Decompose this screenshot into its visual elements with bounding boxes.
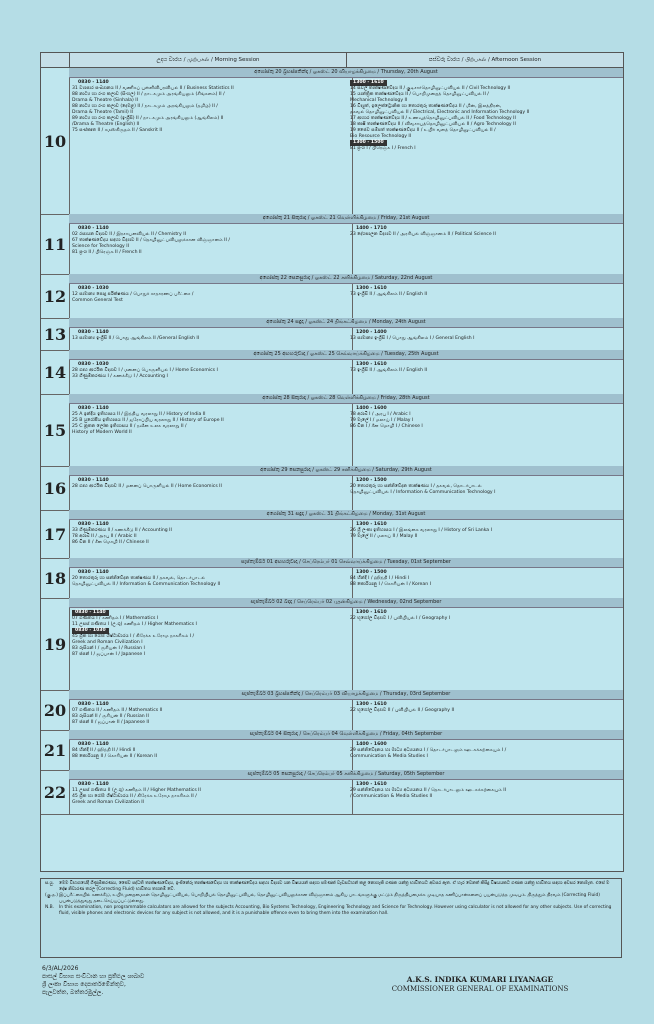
org-line-1: පාසල් විභාග සංවිධාන හා ප්‍රතිඵල ශාඛාව — [42, 973, 145, 980]
exam-time: 0830 - 1140 — [78, 702, 109, 707]
exam-time: 0830 - 1140 — [78, 522, 109, 527]
exam-time: 0830 - 1140 — [78, 406, 109, 411]
date-band: සැප්තැම්බර් 01 අඟහරුවාදා / செப்ரெம்பர் 01 செவ்வாய்க்கிழமை / Tuesday, 01st September — [69, 558, 623, 568]
exam-time: 0830 - 1140 — [78, 742, 109, 747]
day-number: 12 — [41, 274, 70, 318]
day-row — [41, 730, 623, 771]
date-band: සැප්තැම්බර් 02 බදාදා / செப்ரெம்பர் 02 புதன்கிழமை / Wednesday, 02nd September — [69, 598, 623, 608]
footer-left — [42, 965, 144, 997]
day-row — [41, 318, 623, 351]
day-number: 19 — [41, 598, 70, 690]
day-number: 10 — [41, 68, 70, 214]
morning-cell — [69, 520, 353, 558]
subject-entry: 13 සාමාන්‍ය ඉංග්‍රීසි I / பொது ஆங்கிலம் I / General English I — [350, 336, 475, 341]
notes-box — [40, 878, 622, 958]
subject-entry: 78 අරාබි I / அரபு I / Arabic I — [350, 412, 411, 417]
subject-entry: 19 ජෛව සම්පත් තාක්ෂණවේදය II / உயிர் வளத் தொழினுட்பவியல் II / — [350, 128, 496, 133]
subject-entry: 25 B යුරෝපීය ඉතිහාසය II / ஐரோப்பிய வரலாறு II / History of Europe II — [72, 418, 224, 423]
morning-cell — [69, 780, 353, 814]
subject-entry: / Communication & Media Studies II — [350, 794, 433, 799]
subject-entry: 07 ගණිතය II / கணிதம் II / Mathematics II — [72, 708, 163, 713]
morning-cell — [69, 740, 353, 770]
exam-time: 1300 - 1610 — [356, 782, 387, 787]
morning-cell — [69, 78, 353, 214]
subject-entry: Greek and Roman Civilization I — [72, 640, 143, 645]
exam-time: 1300 - 1610 — [356, 522, 387, 527]
exam-time: 0830 - 1140 — [78, 80, 109, 85]
note — [45, 893, 617, 905]
subject-entry: 79 මැලේ II / மலாய் II / Malay II — [350, 534, 418, 539]
subject-entry: 84 හින්දි II / ஹிந்தி II / Hindi II — [72, 748, 136, 753]
subject-entry: 87 ජපන් I / ஜப்பான் I / Japanese I — [72, 652, 146, 657]
reference-number: 6/3/AL/2026 — [42, 965, 79, 972]
subject-entry: 17 ආහාර තාක්ෂණවේදය II / உணவுத்தொழினுட்பவியல் II / Food Technology II — [350, 116, 516, 121]
morning-cell — [69, 700, 353, 730]
day-number: 21 — [41, 730, 70, 770]
signature-block — [360, 975, 600, 994]
day-row — [41, 690, 623, 731]
exam-time: 1300 - 1610 — [356, 362, 387, 367]
exam-time: 1200 - 1500 — [356, 478, 387, 483]
morning-cell — [69, 224, 353, 274]
commissioner-name: A.K.S. INDIKA KUMARI LIYANAGE — [406, 975, 554, 984]
subject-entry: 16 විද්‍යුත්, ඉලෙක්ට්‍රොනික හා තොරතුරු තාක්ෂණවේදය II / மின், இலத்திரன், — [350, 104, 502, 109]
date-band: අගෝස්තු 20 බ්‍රහස්පතින්දා / ஓகஸ்ட் 20 வியாழக்கிழமை / Thursday, 20th August — [69, 68, 623, 78]
subject-entry: 88 කොරියානු II / கொரியன் II / Korean II — [72, 754, 157, 759]
date-band: අගෝස්තු 31 සඳුදා / ஓகஸ்ட் 31 திங்கட்கிழமை / Monday, 31st August — [69, 510, 623, 520]
subject-entry: 29 සන්නිවේදනය හා මාධ්‍ය අධ්‍යයනය I / தொடர்பாடலும் ஊடகக்கற்கையும் I / — [350, 748, 507, 753]
subject-entry: 28 ගෘහ ආර්ථික විද්‍යාව I / மனைப் பொருளியல் I / Home Economics I — [72, 368, 218, 373]
note — [45, 905, 617, 917]
subject-entry: 86 චීන II / சீன மொழி II / Chinese II — [72, 540, 149, 545]
exam-time: 0830 - 1140 — [78, 226, 109, 231]
subject-entry: 45 ග්‍රීක හා රෝම ශිෂ්ටාචාරය I / கிரேக்க உரோம நாகரிகம் I / — [72, 634, 195, 639]
exam-time: 1300 - 1610 — [356, 610, 387, 615]
note-text: In this examination, non programmable calculators are allowed for the subjects Accounting, Bio Systems Technology, Engineering Technology and Science for Technology. However using calculator is not allowed for any other subjects. Use of correcting fluid, visible phones and electronic devices for any subject is not allowed, and it is a punishable offence even to bring them into the examination hall. — [59, 905, 612, 916]
date-band: අගෝස්තු 28 සිකුරාදා / ஓகஸ்ட் 28 வெள்ளிக்கிழமை / Friday, 28th August — [69, 394, 623, 404]
day-row — [41, 770, 623, 815]
subject-entry: 29 සන්නිවේදනය හා මාධ්‍ය අධ්‍යයනය II / தொடர்பாடலும் ஊடகக்கற்கையும் II — [350, 788, 506, 793]
day-number: 17 — [41, 510, 70, 558]
org-line-3: පැලවත්ත, බත්තරමුල්ල. — [42, 989, 104, 996]
exam-time: 1300 - 1610 — [356, 286, 387, 291]
exam-time: 0830 - 1030 — [72, 628, 109, 634]
exam-time: 0830 - 1140 — [78, 570, 109, 575]
subject-entry: History of Modern World II — [72, 430, 132, 435]
subject-entry: 81 ප්‍රංශ II / பிரெஞ்சு II / French II — [72, 250, 142, 255]
afternoon-cell — [347, 328, 623, 350]
subject-entry: 22 භූගෝල විද්‍යාව II / புவியியல் II / Geography II — [350, 708, 455, 713]
afternoon-cell — [347, 78, 623, 214]
exam-time: 1200 - 1400 — [356, 330, 387, 335]
subject-entry: 83 රුසියන් I / ருசியன் I / Russian I — [72, 646, 145, 651]
day-row — [41, 274, 623, 319]
day-row — [41, 598, 623, 691]
subject-entry: 11 උසස් ගණිතය II (උ.ගු) கணிதம் II / Higher Mathematics II — [72, 788, 201, 793]
afternoon-cell — [347, 740, 623, 770]
day-row — [41, 510, 623, 559]
exam-time: 0830 - 1140 — [78, 782, 109, 787]
note-key: (கு.த.) — [45, 893, 58, 898]
subject-entry: 28 ගෘහ ආර්ථික විද්‍යාව II / மனைப் பொருளியல் II / Home Economics II — [72, 484, 222, 489]
exam-time: 1300 - 1610 — [350, 80, 387, 86]
exam-time: 1400 - 1710 — [356, 226, 387, 231]
subject-entry: Communication & Media Studies I — [350, 754, 428, 759]
note — [45, 881, 617, 893]
morning-cell — [69, 568, 353, 598]
exam-time: 1300 - 1500 — [356, 570, 387, 575]
subject-entry: Science for Technology II — [72, 244, 129, 249]
subject-entry: 73 ඉංග්‍රීසි II / ஆங்கிலம் II / English II — [350, 368, 428, 373]
subject-entry: 88 නාට්‍ය හා රංග කලාව (දෙමළ) II / நாடகமும் அரங்கியலும் (தமிழ்) II / — [72, 104, 218, 109]
subject-entry: Bio Resource Technology II — [350, 134, 412, 139]
subject-entry: 14 සිවිල් තාක්ෂණවේදය II / குடிசார்தொழினுட்பவியல் II / Civil Technology II — [350, 86, 511, 91]
morning-session-header: උදය වාරය / முற்பகல் / Morning Session — [70, 53, 347, 67]
date-band: සැප්තැම්බර් 05 සෙනසුරාදා / செப்ரெம்பர் 05 சனிக்கிழமை / Saturday, 05th September — [69, 770, 623, 780]
morning-cell — [69, 360, 353, 394]
subject-entry: 88 කොරියානු I / கொரியன் I / Korean I — [350, 582, 431, 587]
subject-entry: 02 රසායන විද්‍යාව II / இரசாயனவியல் II / Chemistry II — [72, 232, 186, 237]
morning-cell — [69, 608, 353, 690]
subject-entry: 15 යාන්ත්‍රික තාක්ෂණවේදය II / பொறிமுறைத் தொழினுட்பவியல் II / — [350, 92, 489, 97]
subject-entry: 87 ජපන් II / ஜப்பான் II / Japanese II — [72, 720, 150, 725]
day-number: 13 — [41, 318, 70, 350]
exam-time: 0830 - 1030 — [78, 286, 109, 291]
day-number: 14 — [41, 350, 70, 394]
subject-entry: 07 ගණිතය I / கணிதம் I / Mathematics I — [72, 616, 159, 621]
afternoon-cell — [347, 476, 623, 510]
subject-entry: 89 නාට්‍ය හා රංග කලාව (ඉංග්‍රීසි) II / நாடகமும் அரங்கியலும் (ஆங்கிலம்) II — [72, 116, 224, 121]
header-day-column — [41, 53, 70, 67]
subject-entry: தொழினுட்பவியல் I / Information & Communication Technology I — [350, 490, 496, 495]
subject-entry: 25 A ඉන්දීය ඉතිහාසය II / இந்திய வரலாறு II / History of India II — [72, 412, 206, 417]
subject-entry: 18 කෘෂි තාක්ෂණවේදය II / விவசாயத்தொழினுட்பவியல் II / Agro Technology II — [350, 122, 516, 127]
subject-entry: 33 ගිණුම්කරණය I / கணக்கீடு I / Accounting I — [72, 374, 168, 379]
org-line-2: ශ්‍රී ලංකා විභාග දෙපාර්තමේන්තුව, — [42, 981, 126, 988]
day-row — [41, 68, 623, 215]
subject-entry: 88 නාට්‍ය හා රංග කලාව (සිංහල) II / நாடகமும் அரங்கியலும் (சிங்களம்) II / — [72, 92, 225, 97]
session-header — [41, 53, 623, 68]
exam-time: 0830 - 1140 — [78, 478, 109, 483]
morning-cell — [69, 284, 353, 318]
timetable — [40, 52, 624, 872]
day-number: 20 — [41, 690, 70, 730]
note-key: ස.යු. — [45, 881, 55, 886]
subject-entry: Drama & Theatre (Sinhala) II — [72, 98, 138, 103]
date-band: සැප්තැම්බර් 03 බ්‍රහස්පතින්දා / செப்ரெம்பர் 03 வியாழக்கிழமை / Thursday, 03rd September — [69, 690, 623, 700]
subject-entry: 86 චීන I / சீன மொழி I / Chinese I — [350, 424, 423, 429]
subject-entry: 26 ශ්‍රී ලංකා ඉතිහාසය I / இலங்கை வரலாறு I / History of Sri Lanka I — [350, 528, 492, 533]
afternoon-cell — [347, 360, 623, 394]
subject-entry: 81 ප්‍රංශ I / பிரெஞ்சு I / French I — [350, 146, 416, 151]
subject-entry: Mechanical Technology II — [350, 98, 408, 103]
subject-entry: 45 ග්‍රීක හා රෝම ශිෂ්ටාචාරය II / கிரேக்க உரோம நாகரிகம் II / — [72, 794, 197, 799]
note-text: இப்பரீட்சையில் கணக்கீடு, உயிர்முறைமைகள் தொழினுட்பவியல், பொறியியல் தொழினுட்பவியல், தொழினுட்பவியலுக்கான விஞ்ஞானம் ஆகிய பாடங்களுக்கு மட்டும் திருத்தியமைக்க முடியாத கணிப்பான்களைப் பயன்படுத்த முடியும். திருத்தும் திரவம் (Correcting Fluid) பயன்படுத்துவது தடைசெய்யப்பட்டுள்ளது. — [59, 893, 600, 904]
exam-time: 0830 - 1030 — [78, 362, 109, 367]
day-row — [41, 394, 623, 467]
subject-entry: Greek and Roman Civilization II — [72, 800, 144, 805]
day-row — [41, 466, 623, 511]
note-text: මෙම විභාගයේදී ගිණුම්කරණය, ජෛව පද්ධති තාක්ෂණවේදය, ඉංජිනේරු තාක්ෂණවේදය හා තාක්ෂණවේදය සඳහා විද්‍යාව යන විෂයයන් සඳහා පමණක් වැඩසටහන් කළ නොහැකි ගණක යන්ත්‍ර භාවිතයට අවසර ඇත. ඒ හැර වෙනත් කිසිදු විෂයයකට ගණක යන්ත්‍ර භාවිතය සඳහා අවසර නොමැත. එසේ ම දෝෂ නිවාරණ තරල (Correcting Fluid) භාවිතය තහනම් වේ. — [59, 881, 610, 892]
afternoon-cell — [347, 608, 623, 690]
day-row — [41, 558, 623, 599]
exam-time: 1300 - 1610 — [356, 702, 387, 707]
day-row — [41, 214, 623, 275]
subject-entry: 84 හින්දි I / ஹிந்தி I / Hindi I — [350, 576, 410, 581]
afternoon-cell — [347, 568, 623, 598]
subject-entry: 31 ව්‍යාපාර සංඛ්‍යානය II / வணிகப் புள்ளிவிபரவியல் II / Business Statistics II — [72, 86, 234, 91]
exam-time: 1400 - 1600 — [356, 742, 387, 747]
subject-entry: 25 C නූතන ලෝක ඉතිහාසය II / நவீன உலக வரலாறு II / — [72, 424, 187, 429]
morning-cell — [69, 476, 353, 510]
subject-entry: 75 සංස්කෘත II / சமஸ்கிருதம் II / Sanskrit II — [72, 128, 163, 133]
subject-entry: 12 සාමාන්‍ය පොදු පරීක්ෂණය / பொதுச் சாதாரணப் பரீட்சை / — [72, 292, 194, 297]
exam-time: 1300 - 1500 — [350, 140, 387, 146]
subject-entry: /Drama & Theatre (English) II — [72, 122, 140, 127]
date-band: අගෝස්තු 29 සෙනසුරාදා / ஓகஸ்ட் 29 சனிக்கிழமை / Saturday, 29th August — [69, 466, 623, 476]
date-band: අගෝස්තු 25 අඟහරුවාදා / ஓகஸ்ட் 25 செவ்வாய்க்கிழமை / Tuesday, 25th August — [69, 350, 623, 360]
afternoon-cell — [347, 700, 623, 730]
subject-entry: 23 දේශපාලන විද්‍යාව II / அரசியல் விஞ்ஞானம் II / Political Science II — [350, 232, 496, 237]
morning-cell — [69, 328, 353, 350]
subject-entry: 79 මැලේ I / மலாய் I / Malay I — [350, 418, 414, 423]
afternoon-cell — [347, 404, 623, 466]
day-number: 22 — [41, 770, 70, 814]
date-band: අගෝස්තු 22 සෙනසුරාදා / ஓகஸ்ட் 22 சனிக்கிழமை / Saturday, 22nd August — [69, 274, 623, 284]
commissioner-title: COMMISSIONER GENERAL OF EXAMINATIONS — [391, 985, 569, 993]
afternoon-session-header: පස්වරු වාරය / பிற்பகல் / Afternoon Session — [428, 57, 542, 63]
subject-entry: 22 භූගෝල විද්‍යාව I / புவியியல் I / Geography I — [350, 616, 451, 621]
exam-time: 0830 - 1140 — [72, 610, 109, 616]
note-key: N.B. — [45, 905, 55, 910]
day-number: 16 — [41, 466, 70, 510]
subject-entry: 20 තොරතුරු හා සන්නිවේදන තාක්ෂණය I / தகவல், தொடர்பாடல் — [350, 484, 482, 489]
day-number: 11 — [41, 214, 70, 274]
subject-entry: தகவல் தொழினுட்பவியல் II / Electrical, Electronic and Information Technology II — [350, 110, 530, 115]
afternoon-cell — [347, 224, 623, 274]
exam-time: 0830 - 1140 — [78, 330, 109, 335]
subject-entry: 20 තොරතුරු හා සන්නිවේදන තාක්ෂණය II / தகவல், தொடர்பாடல் — [72, 576, 206, 581]
subject-entry: தொழினுட்பவியல் II / Information & Communication Technology II — [72, 582, 221, 587]
subject-entry: Common General Test — [72, 298, 123, 303]
date-band: අගෝස්තු 21 සිකුරාදා / ஓகஸ்ட் 21 வெள்ளிக்கிழமை / Friday, 21st August — [69, 214, 623, 224]
exam-time: 1400 - 1600 — [356, 406, 387, 411]
date-band: සැප්තැම්බර් 04 සිකුරාදා / செப்ரெம்பர் 04 வெள்ளிக்கிழமை / Friday, 04th September — [69, 730, 623, 740]
subject-entry: 83 රුසියන් II / ருசியன் II / Russian II — [72, 714, 149, 719]
subject-entry: 73 ඉංග්‍රීසි II / ஆங்கிலம் II / English II — [350, 292, 428, 297]
subject-entry: 11 උසස් ගණිතය I (උ.ගු) கணிதம் I / Higher Mathematics I — [72, 622, 197, 627]
subject-entry: 33 ගිණුම්කරණය II / கணக்கீடு II / Accounting II — [72, 528, 172, 533]
afternoon-cell — [347, 520, 623, 558]
morning-cell — [69, 404, 353, 466]
day-number: 15 — [41, 394, 70, 466]
afternoon-cell — [347, 284, 623, 318]
day-number: 18 — [41, 558, 70, 598]
afternoon-cell — [347, 780, 623, 814]
subject-entry: 67 තාක්ෂණවේදය සඳහා විද්‍යාව II / தொழினுட்பவியலுக்கான விஞ்ஞானம் II / — [72, 238, 230, 243]
subject-entry: 78 අරාබි II / அரபு II / Arabic II — [72, 534, 137, 539]
subject-entry: Drama & Theatre (Tamil) II — [72, 110, 133, 115]
day-row — [41, 350, 623, 395]
subject-entry: 13 සාමාන්‍ය ඉංග්‍රීසි II / பொது ஆங்கிலம் II /General English II — [72, 336, 200, 341]
date-band: අගෝස්තු 24 සඳුදා / ஓகஸ்ட் 24 திங்கட்கிழமை / Monday, 24th August — [69, 318, 623, 328]
